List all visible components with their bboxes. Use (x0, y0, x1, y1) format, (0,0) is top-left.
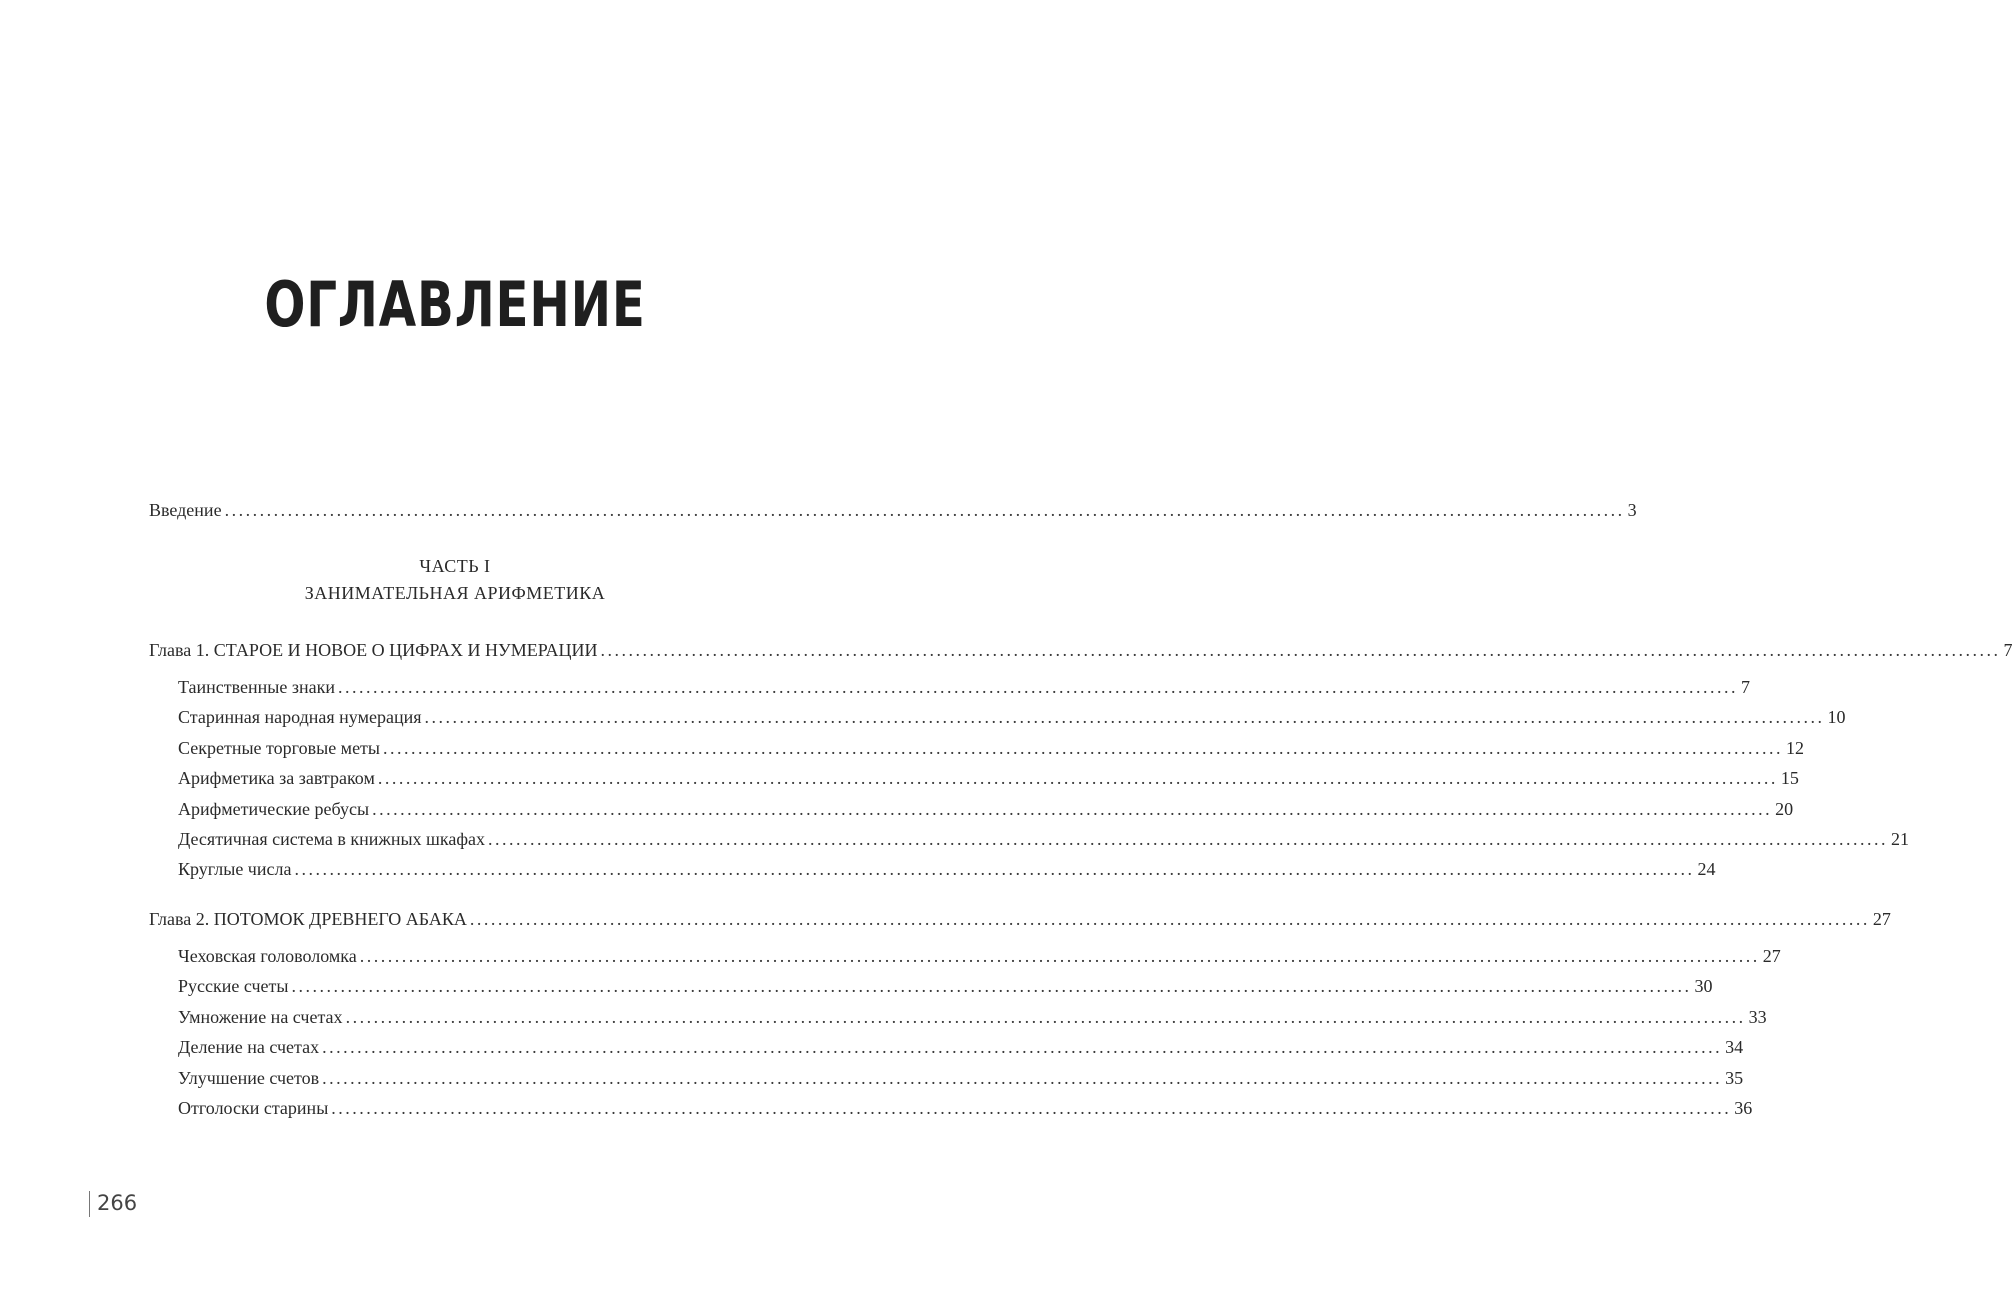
dot-leader: ........................................................................................................................................................................................................ (359, 946, 1760, 966)
toc-section[interactable] (178, 1097, 1753, 1119)
toc-section-label: Умножение на счетах (178, 1007, 343, 1027)
toc-section-label: Круглые числа (178, 859, 292, 879)
toc-entry-label: Введение (149, 500, 222, 520)
toc-section-page: 34 (1725, 1037, 1744, 1057)
toc-section[interactable] (178, 1036, 1744, 1058)
toc-section-label: Отголоски старины (178, 1098, 329, 1118)
toc-section-page: 27 (1762, 946, 1781, 966)
dot-leader: ........................................................................................................................................................................................................ (322, 1037, 1723, 1057)
toc-section-page: 7 (1741, 677, 1750, 697)
dot-leader: ........................................................................................................................................................................................................ (331, 1098, 1732, 1118)
toc-section-label: Деление на счетах (178, 1037, 320, 1057)
dot-leader: ........................................................................................................................................................................................................ (224, 500, 1625, 520)
toc-chapter-1[interactable] (149, 639, 2012, 661)
toc-chapter-page: 27 (1872, 909, 1891, 929)
part-name: ЗАНИМАТЕЛЬНАЯ АРИФМЕТИКА (304, 583, 606, 603)
toc-section[interactable] (178, 676, 1750, 698)
toc-section-label: Десятичная система в книжных шкафах (178, 829, 486, 849)
dot-leader: ........................................................................................................................................................................................................ (322, 1068, 1723, 1088)
toc-section-label: Улучшение счетов (178, 1068, 320, 1088)
toc-section-page: 35 (1725, 1068, 1744, 1088)
toc-entry-intro[interactable] (149, 499, 1637, 521)
toc-chapter-page: 7 (2003, 640, 2012, 660)
dot-leader: ........................................................................................................................................................................................................ (424, 707, 1825, 727)
toc-section-label: Старинная народная нумерация (178, 707, 422, 727)
dot-leader: ........................................................................................................................................................................................................ (372, 799, 1773, 819)
toc-section-page: 24 (1697, 859, 1716, 879)
toc-section-label: Таинственные знаки (178, 677, 335, 697)
toc-section[interactable] (178, 798, 1794, 820)
toc-section-page: 33 (1748, 1007, 1767, 1027)
toc-section-label: Арифметические ребусы (178, 799, 370, 819)
page-title: ОГЛАВЛЕНИЕ (264, 268, 646, 341)
toc-section-page: 21 (1891, 829, 1910, 849)
toc-section[interactable] (178, 1067, 1744, 1089)
toc-section-page: 15 (1780, 768, 1799, 788)
toc-section-page: 36 (1734, 1098, 1753, 1118)
toc-section-label: Чеховская головоломка (178, 946, 357, 966)
toc-section[interactable] (178, 828, 1910, 850)
toc-entry-page: 3 (1627, 500, 1637, 520)
dot-leader: ........................................................................................................................................................................................................ (291, 976, 1692, 996)
dot-leader: ........................................................................................................................................................................................................ (383, 738, 1784, 758)
toc-section[interactable] (178, 975, 1713, 997)
toc-section[interactable] (178, 737, 1805, 759)
toc-section[interactable] (178, 706, 1846, 728)
toc-section[interactable] (178, 767, 1799, 789)
toc-section-page: 10 (1827, 707, 1846, 727)
folio-rule (89, 1191, 90, 1217)
dot-leader: ........................................................................................................................................................................................................ (294, 859, 1695, 879)
dot-leader: ........................................................................................................................................................................................................ (600, 640, 2001, 660)
dot-leader: ........................................................................................................................................................................................................ (377, 768, 1778, 788)
toc-chapter-label: Глава 2. ПОТОМОК ДРЕВНЕГО АБАКА (149, 909, 467, 929)
toc-section-label: Арифметика за завтраком (178, 768, 375, 788)
page-number: 266 (97, 1191, 138, 1215)
toc-section-page: 30 (1694, 976, 1713, 996)
part-number: ЧАСТЬ I (419, 556, 491, 576)
toc-section-page: 12 (1786, 738, 1805, 758)
dot-leader: ........................................................................................................................................................................................................ (338, 677, 1738, 697)
toc-section-label: Русские счеты (178, 976, 289, 996)
toc-section-label: Секретные торговые меты (178, 738, 381, 758)
toc-chapter-2[interactable] (149, 908, 1891, 930)
toc-section[interactable] (178, 945, 1781, 967)
toc-section[interactable] (178, 858, 1716, 880)
dot-leader: ........................................................................................................................................................................................................ (488, 829, 1889, 849)
dot-leader: ........................................................................................................................................................................................................ (469, 909, 1870, 929)
toc-section[interactable] (178, 1006, 1767, 1028)
toc-section-page: 20 (1775, 799, 1794, 819)
dot-leader: ........................................................................................................................................................................................................ (345, 1007, 1746, 1027)
toc-chapter-label: Глава 1. СТАРОЕ И НОВОЕ О ЦИФРАХ И НУМЕРАЦИИ (149, 640, 598, 660)
